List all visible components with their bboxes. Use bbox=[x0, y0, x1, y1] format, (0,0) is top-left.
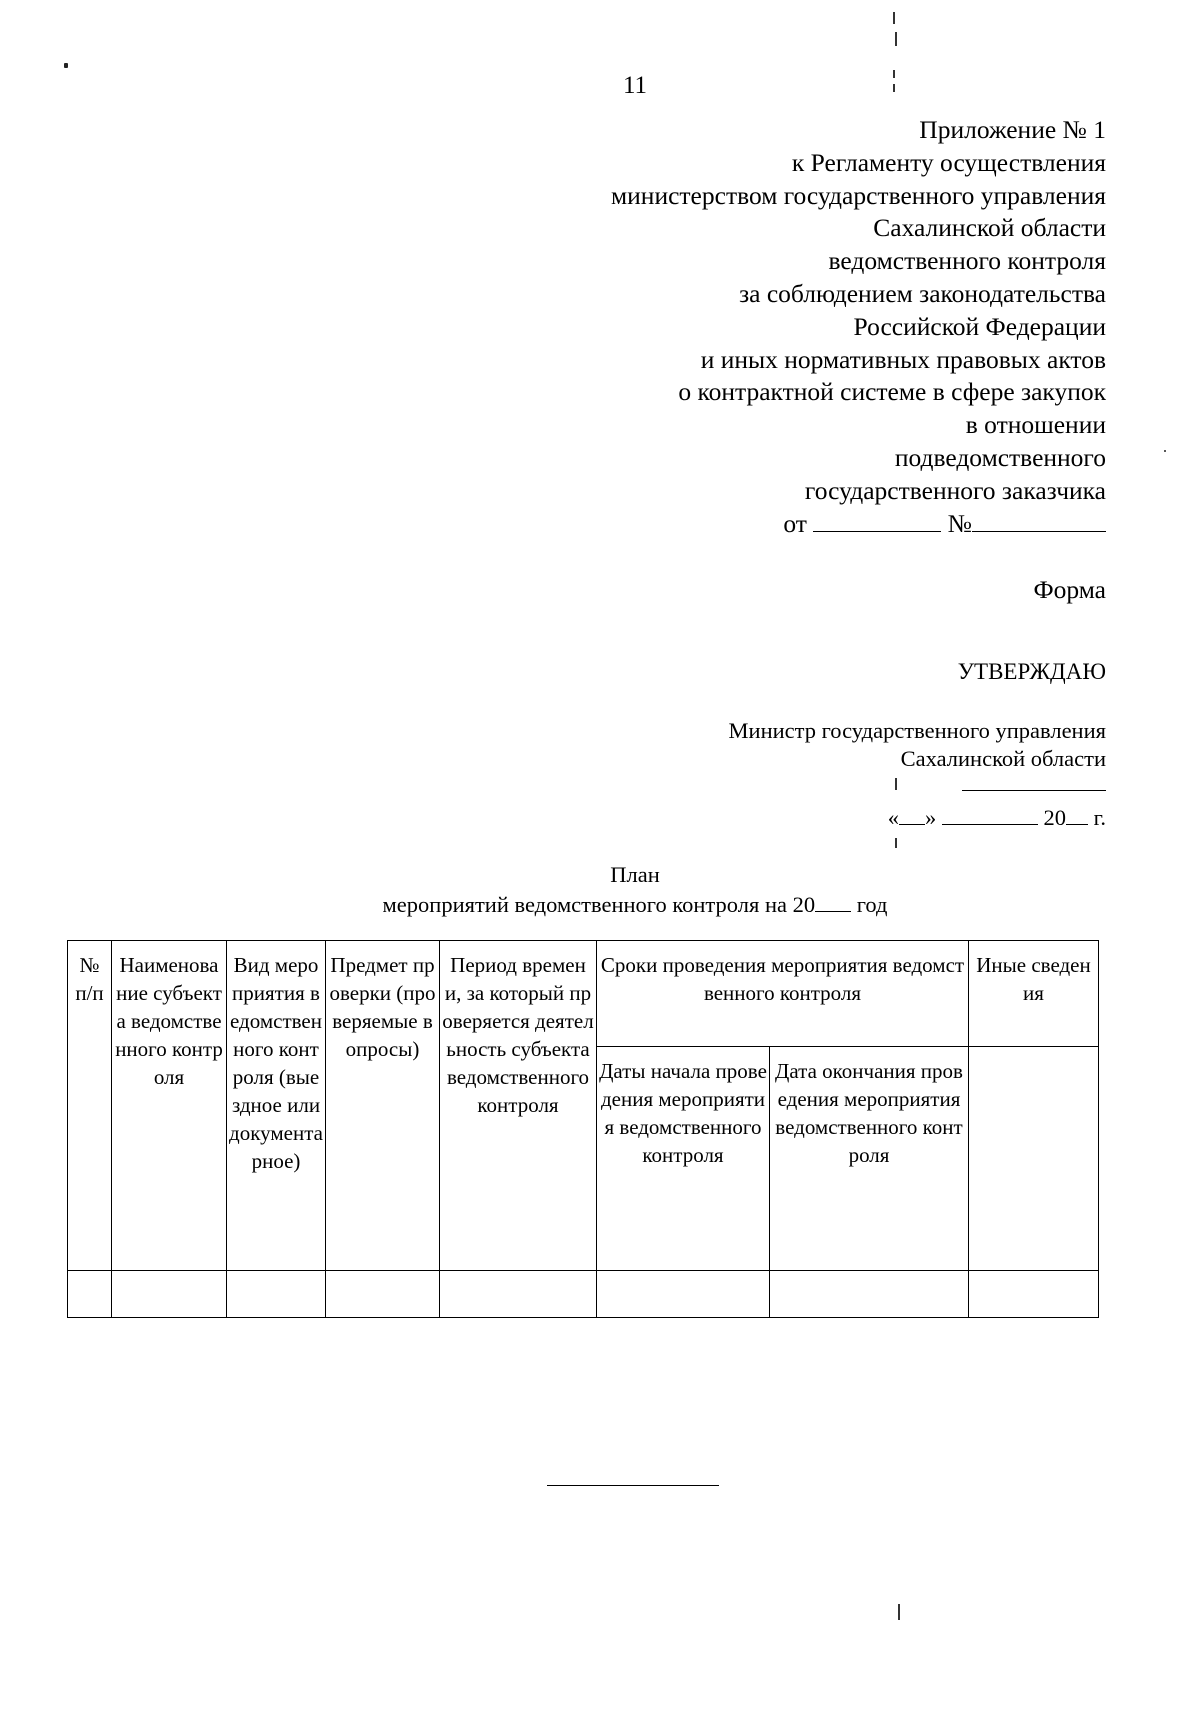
plan-title-block bbox=[0, 860, 1200, 919]
col-other-empty bbox=[969, 1047, 1099, 1271]
plan-year-blank bbox=[815, 889, 851, 912]
scan-mark bbox=[893, 12, 895, 24]
col-other-header: Иные сведения bbox=[969, 941, 1099, 1047]
year-blank bbox=[1066, 802, 1088, 825]
plan-subtitle-suffix: год bbox=[856, 892, 888, 917]
appendix-line: Российской Федерации bbox=[853, 311, 1106, 341]
plan-subtitle bbox=[0, 889, 1200, 919]
approve-label: УТВЕРЖДАЮ bbox=[957, 659, 1106, 684]
scan-speck bbox=[1164, 450, 1166, 452]
scan-mark bbox=[895, 778, 897, 790]
col-subject-matter-header: Предмет проверки (проверяемые вопросы) bbox=[326, 941, 440, 1271]
scan-mark bbox=[893, 70, 895, 78]
appendix-line: Приложение № 1 bbox=[919, 115, 1106, 144]
footer-line bbox=[547, 1485, 719, 1486]
appendix-line: министерством государственного управления bbox=[611, 180, 1106, 210]
from-label: от bbox=[783, 508, 807, 538]
form-label: Форма bbox=[1033, 575, 1106, 604]
table-header-row bbox=[68, 941, 1099, 1047]
col-number-header: № п/п bbox=[68, 941, 112, 1271]
appendix-line: государственного заказчика bbox=[804, 475, 1106, 505]
table-cell[interactable] bbox=[597, 1271, 770, 1318]
date-number-line bbox=[611, 508, 1106, 541]
scan-speck bbox=[64, 63, 68, 68]
appendix-line: в отношении bbox=[965, 410, 1106, 440]
col-end-date-header: Дата окончания проведения мероприятия ведомственного контроля bbox=[770, 1047, 969, 1271]
appendix-heading bbox=[611, 114, 1106, 540]
signature-line bbox=[962, 790, 1106, 791]
col-type-header: Вид мероприятия ведомственного контроля (выездное или документарное) bbox=[227, 941, 326, 1271]
appendix-line: и иных нормативных правовых актов bbox=[700, 344, 1106, 374]
approver-region: Сахалинской области bbox=[900, 746, 1106, 771]
open-quote: « bbox=[887, 805, 900, 830]
plan-subtitle-prefix: мероприятий ведомственного контроля на 20 bbox=[382, 892, 816, 917]
table-row bbox=[68, 1271, 1099, 1318]
day-blank bbox=[899, 802, 925, 825]
table-cell[interactable] bbox=[112, 1271, 227, 1318]
scan-mark bbox=[898, 1604, 900, 1620]
number-label: № bbox=[947, 508, 972, 538]
col-period-header: Период времени, за который проверяется деятельность субъекта ведомственного контроля bbox=[440, 941, 597, 1271]
year-prefix: 20 bbox=[1043, 805, 1067, 830]
col-start-date-header: Даты начала проведения мероприятия ведомственного контроля bbox=[597, 1047, 770, 1271]
appendix-line: о контрактной системе в сфере закупок bbox=[678, 377, 1106, 407]
number-blank bbox=[972, 509, 1106, 532]
approval-date bbox=[888, 802, 1106, 831]
page-number: 11 bbox=[622, 72, 648, 99]
approver-block bbox=[729, 717, 1106, 773]
appendix-line: Сахалинской области bbox=[873, 213, 1106, 243]
scan-mark bbox=[895, 838, 897, 848]
table-cell[interactable] bbox=[969, 1271, 1099, 1318]
approver-title: Министр государственного управления bbox=[728, 718, 1106, 743]
appendix-line: к Регламенту осуществления bbox=[791, 147, 1106, 177]
table-cell[interactable] bbox=[770, 1271, 969, 1318]
table-cell[interactable] bbox=[440, 1271, 597, 1318]
date-blank bbox=[813, 509, 941, 532]
col-terms-header: Сроки проведения мероприятия ведомственного контроля bbox=[597, 941, 969, 1047]
col-subject-header: Наименование субъекта ведомственного контроля bbox=[112, 941, 227, 1271]
appendix-line: подведомственного bbox=[894, 442, 1106, 472]
appendix-line: за соблюдением законодательства bbox=[739, 278, 1106, 308]
scan-mark bbox=[893, 84, 895, 92]
year-suffix: г. bbox=[1093, 805, 1106, 830]
scan-mark bbox=[895, 32, 897, 46]
appendix-line: ведомственного контроля bbox=[828, 246, 1106, 276]
month-blank bbox=[942, 802, 1038, 825]
plan-table bbox=[67, 940, 1099, 1318]
close-quote: » bbox=[925, 805, 937, 830]
table-cell[interactable] bbox=[68, 1271, 112, 1318]
table-cell[interactable] bbox=[326, 1271, 440, 1318]
plan-title: План bbox=[610, 862, 660, 887]
table-cell[interactable] bbox=[227, 1271, 326, 1318]
